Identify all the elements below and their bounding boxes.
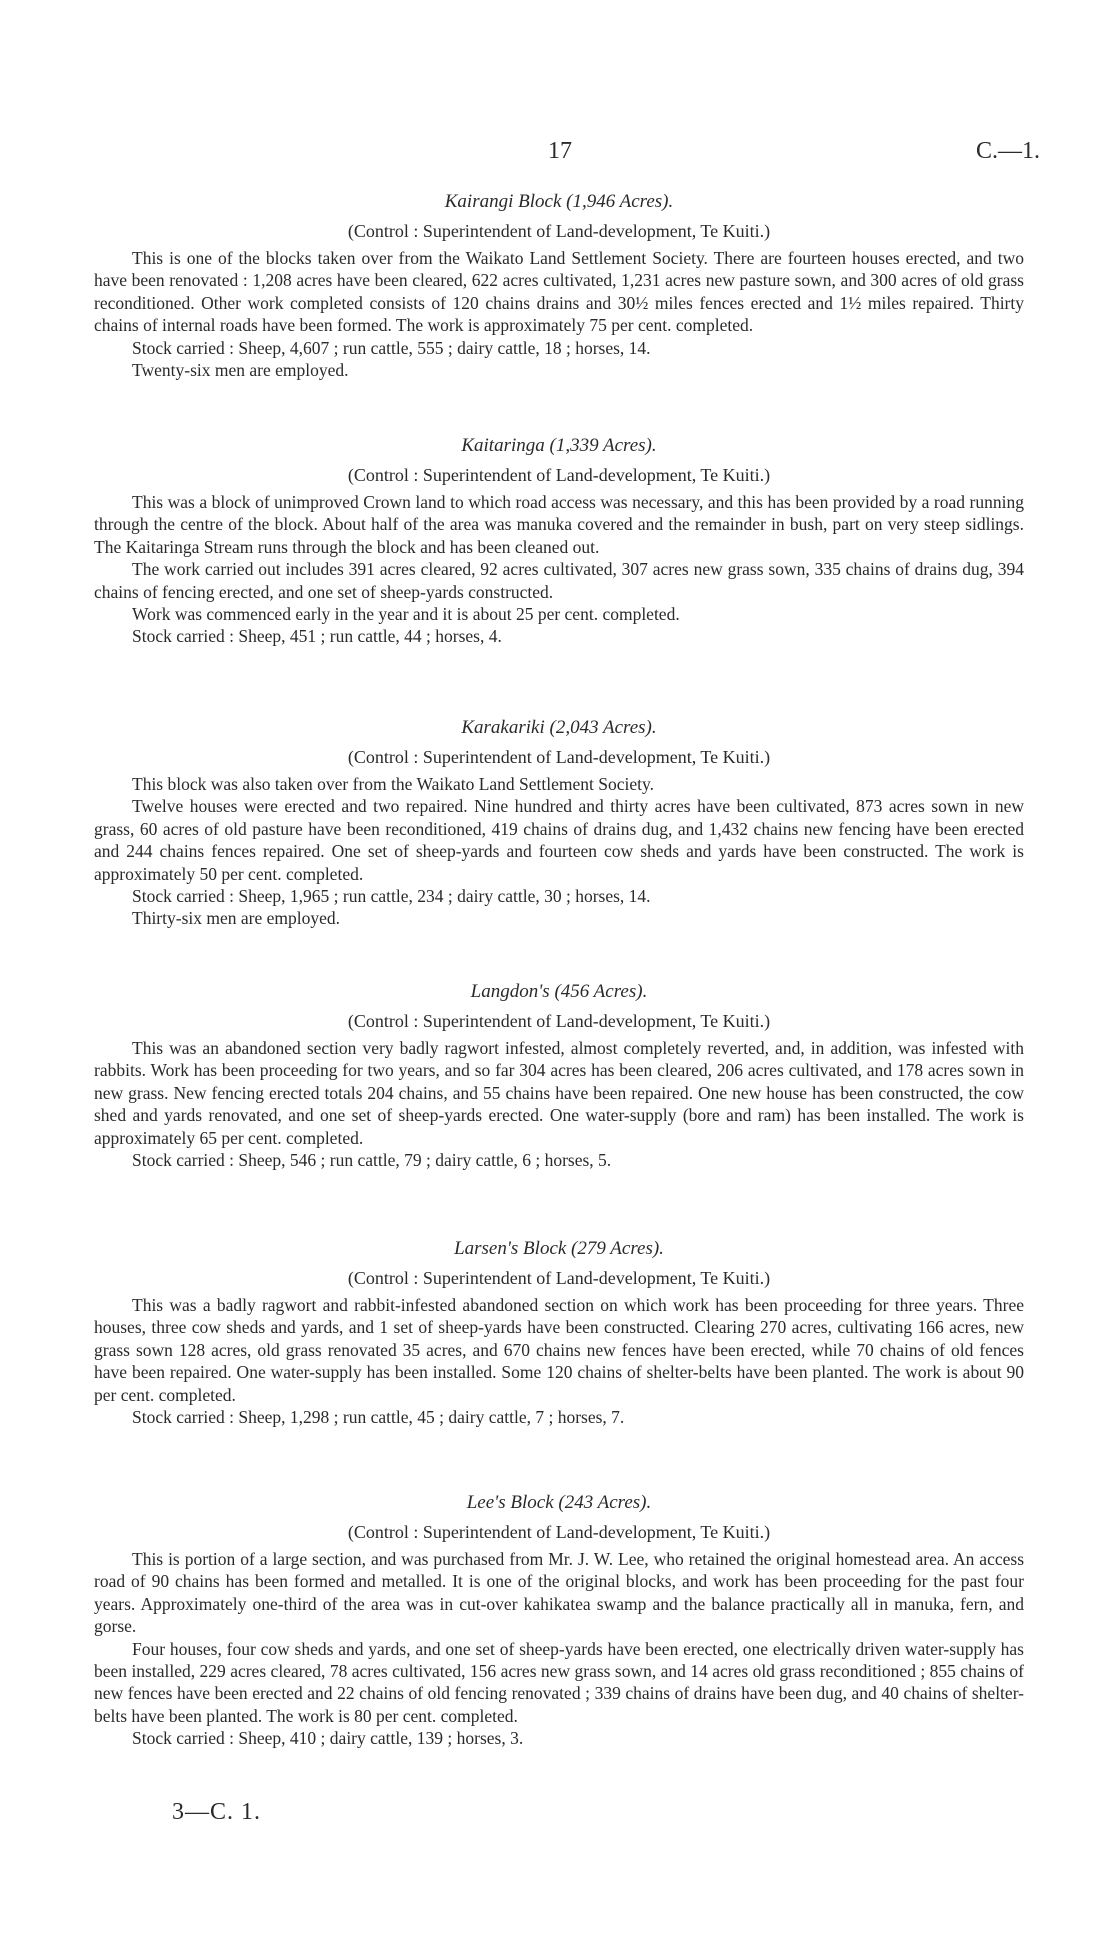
section-control: (Control : Superintendent of Land-development, Te Kuiti.) — [347, 1522, 771, 1542]
section-paragraph: The work carried out includes 391 acres cleared, 92 acres cultivated, 307 acres new grass sown, 335 chains of drains dug, 394 chains of fencing erected, and one set of sheep-yards constructed. — [94, 559, 1024, 602]
stock-carried: Stock carried : Sheep, 546 ; run cattle, 79 ; dairy cattle, 6 ; horses, 5. — [132, 1150, 612, 1171]
document-reference: C.—1. — [975, 138, 1040, 164]
stock-carried: Stock carried : Sheep, 451 ; run cattle, 44 ; horses, 4. — [132, 626, 502, 647]
section-heading: Lee's Block (243 Acres). — [466, 1492, 652, 1513]
stock-carried: Stock carried : Sheep, 1,298 ; run cattle, 45 ; dairy cattle, 7 ; horses, 7. — [132, 1407, 625, 1428]
page-number: 17 — [548, 138, 572, 164]
section-kairangi — [94, 190, 1024, 381]
section-paragraph: This was an abandoned section very badly ragwort infested, almost completely reverted, and, in addition, was infested with rabbits. Work has been proceeding for two years, and so far 304 acres has been cleared, 206 acres cultivated, and 178 acres sown in new grass. New fencing erected totals 204 chains, and 55 chains have been repaired. One new house has been constructed, the cow shed and yards renovated, and one set of sheep-yards erected. One water-supply (bore and ram) has been installed. The work is approximately 65 per cent. completed. — [94, 1038, 1024, 1148]
section-paragraph: Twelve houses were erected and two repaired. Nine hundred and thirty acres have been cultivated, 873 acres sown in new grass, 60 acres of old pasture have been reconditioned, 419 chains of drains dug, and 1,432 chains new fencing have been erected and 244 chains fences repaired. One set of sheep-yards and fourteen cow sheds and yards have been constructed. The work is approximately 50 per cent. completed. — [94, 796, 1024, 884]
stock-carried: Stock carried : Sheep, 410 ; dairy cattle, 139 ; horses, 3. — [132, 1728, 524, 1749]
section-heading: Langdon's (456 Acres). — [470, 981, 648, 1002]
signature-reference: 3—C. 1. — [172, 1799, 262, 1825]
section-paragraph: This was a block of unimproved Crown land to which road access was necessary, and this has been provided by a road running through the centre of the block. About half of the area was manuka covered and the remainder in bush, part on very steep sidlings. The Kaitaringa Stream runs through the block and has been cleaned out. — [94, 492, 1024, 557]
stock-carried: Stock carried : Sheep, 4,607 ; run cattle, 555 ; dairy cattle, 18 ; horses, 14. — [132, 337, 651, 358]
section-heading: Kaitaringa (1,339 Acres). — [461, 435, 657, 456]
section-larsens — [94, 1237, 1024, 1428]
section-paragraph: Thirty-six men are employed. — [132, 908, 340, 929]
section-paragraph: This block was also taken over from the Waikato Land Settlement Society. — [132, 774, 655, 794]
section-paragraph: Work was commenced early in the year and it is about 25 per cent. completed. — [132, 604, 680, 625]
stock-carried: Stock carried : Sheep, 1,965 ; run cattle, 234 ; dairy cattle, 30 ; horses, 14. — [132, 886, 651, 907]
section-heading: Karakariki (2,043 Acres). — [461, 717, 657, 738]
section-paragraph: This is one of the blocks taken over from the Waikato Land Settlement Society. There are fourteen houses erected, and two have been renovated : 1,208 acres have been cleared, 622 acres cultivated, 1,231 acres new pasture sown, and 300 acres of old grass reconditioned. Other work completed consists of 120 chains drains and 30½ miles fences erected and 1½ miles repaired. Thirty chains of internal roads have been formed. The work is approximately 75 per cent. completed. — [94, 248, 1024, 336]
section-paragraph: Twenty-six men are employed. — [132, 360, 349, 381]
section-heading: Larsen's Block (279 Acres). — [454, 1238, 664, 1259]
section-paragraph: Four houses, four cow sheds and yards, and one set of sheep-yards have been erected, one electrically driven water-supply has been installed, 229 acres cleared, 78 acres cultivated, 156 acres new grass sown, and 14 acres old grass reconditioned ; 855 chains of new fences have been erected and 22 chains of old fencing renovated ; 339 chains of drains have been dug, and 40 chains of shelter-belts have been planted. The work is 80 per cent. completed. — [94, 1638, 1024, 1726]
section-control: (Control : Superintendent of Land-development, Te Kuiti.) — [347, 1268, 771, 1288]
section-control: (Control : Superintendent of Land-development, Te Kuiti.) — [347, 221, 771, 241]
section-langdons — [94, 980, 1024, 1171]
section-lees — [94, 1491, 1024, 1750]
section-control: (Control : Superintendent of Land-development, Te Kuiti.) — [347, 465, 771, 485]
section-heading: Kairangi Block (1,946 Acres). — [444, 191, 674, 212]
section-control: (Control : Superintendent of Land-development, Te Kuiti.) — [347, 1011, 771, 1031]
section-paragraph: This is portion of a large section, and was purchased from Mr. J. W. Lee, who retained the original homestead area. An access road of 90 chains has been formed and metalled. It is one of the original blocks, and work has been proceeding for the past four years. Approximately one-third of the area was in cut-over kahikatea swamp and the balance practically all in manuka, fern, and gorse. — [94, 1549, 1024, 1637]
section-paragraph: This was a badly ragwort and rabbit-infested abandoned section on which work has been proceeding for three years. Three houses, three cow sheds and yards, and 1 set of sheep-yards have been constructed. Clearing 270 acres, cultivating 166 acres, new grass sown 128 acres, old grass renovated 35 acres, and 670 chains new fences have been erected, while 70 chains of old fences have been repaired. One water-supply has been installed. Some 120 chains of shelter-belts have been planted. The work is about 90 per cent. completed. — [94, 1295, 1024, 1405]
section-karakariki — [94, 716, 1024, 930]
section-kaitaringa — [94, 434, 1024, 648]
section-control: (Control : Superintendent of Land-development, Te Kuiti.) — [347, 747, 771, 767]
